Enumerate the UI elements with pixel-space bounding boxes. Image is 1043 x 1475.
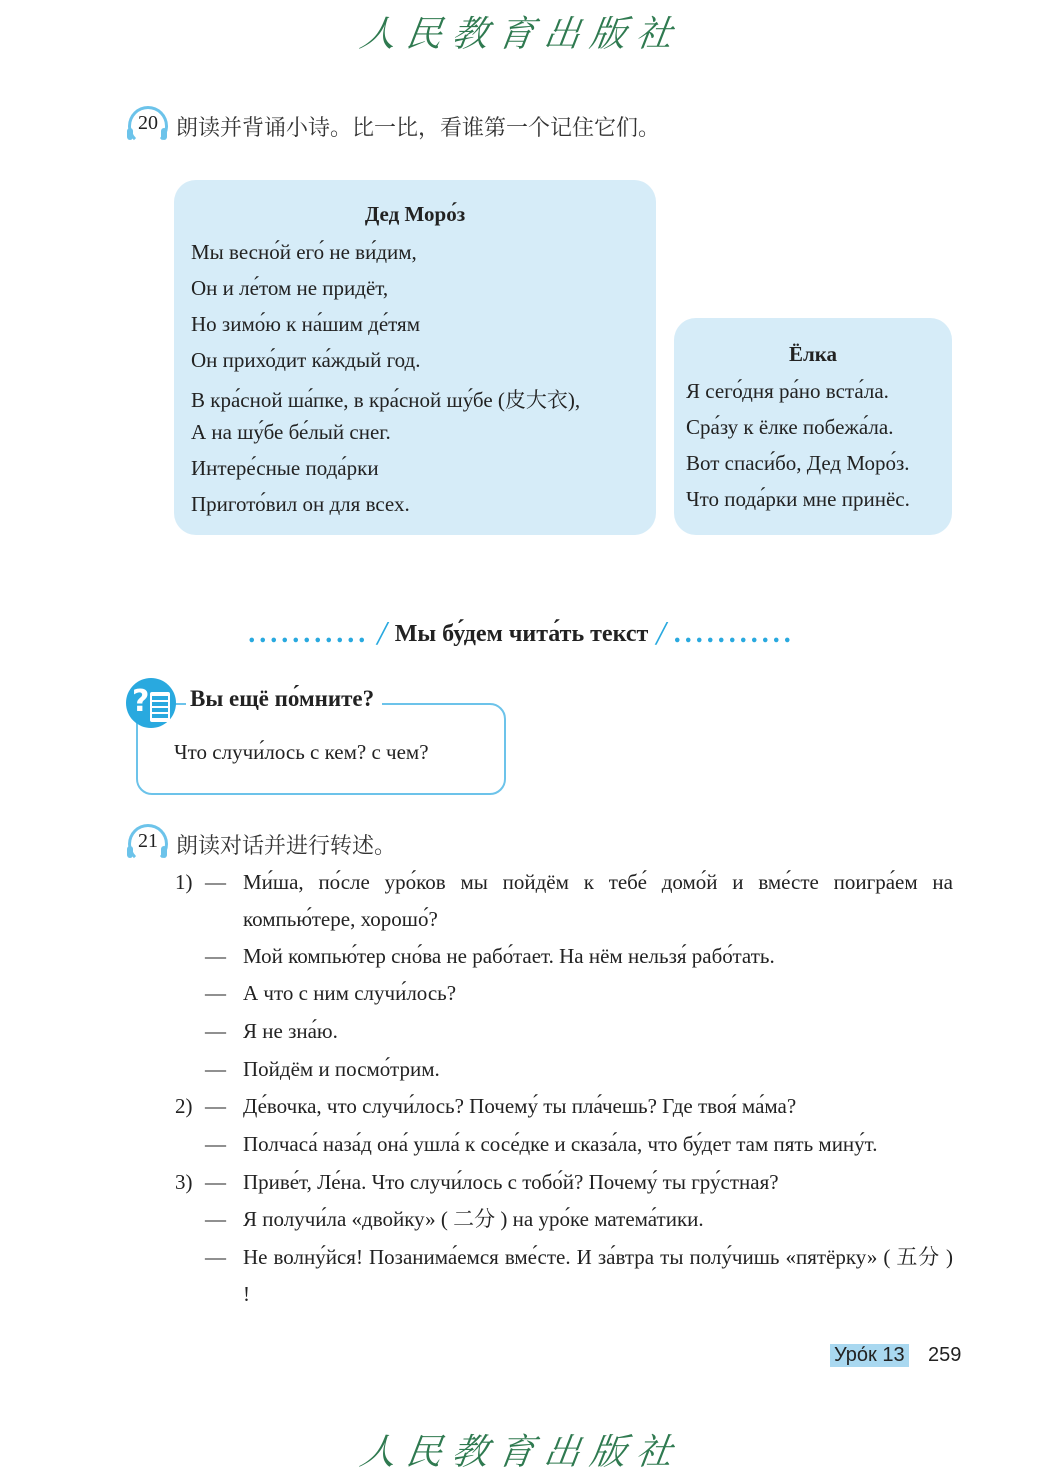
- poem-line: Но зимо́ю к на́шим де́тям: [191, 312, 420, 336]
- headphones-icon: [128, 824, 168, 864]
- poem-line: Что пода́рки мне принёс.: [686, 487, 910, 511]
- lesson-label: Уро́к 13: [830, 1344, 909, 1367]
- dialogue-line: Пойдём и посмо́трим.: [243, 1057, 440, 1081]
- poem-line: Интере́сные пода́рки: [191, 456, 379, 480]
- list-item: [0, 1239, 1043, 1313]
- dialogue-dash: —: [205, 1094, 226, 1118]
- exercise-number: 20: [138, 112, 158, 134]
- section-title: Мы бу́дем чита́ть текст: [394, 620, 649, 647]
- poem-line: Он и ле́том не придёт,: [191, 276, 389, 300]
- poem-line: Он прихо́дит ка́ждый год.: [191, 348, 421, 372]
- dialogue-number: 1): [175, 870, 193, 894]
- dialogue-dash: —: [205, 1245, 226, 1269]
- exercise-instruction: 朗读对话并进行转述。: [176, 832, 397, 858]
- poem-line: Пригото́вил он для всех.: [191, 492, 410, 516]
- poem-line: В кра́сной ша́пке, в кра́сной шу́бе (皮大衣),: [191, 388, 581, 412]
- poem-card-yolka: [674, 318, 952, 535]
- list-item: [0, 938, 1043, 975]
- poem-line: А на шу́бе бе́лый снег.: [191, 420, 391, 444]
- list-item: [0, 864, 1043, 938]
- list-item: [0, 1013, 1043, 1050]
- publisher-logo-bottom: 人民教育出版社: [357, 1432, 685, 1473]
- section-header: [0, 612, 1043, 656]
- dialogue-dash: —: [205, 1207, 226, 1231]
- poem-line: Я сего́дня ра́но вста́ла.: [686, 379, 889, 403]
- question-icon: ?: [126, 678, 176, 728]
- headphones-icon: [128, 106, 168, 146]
- exercise-20-header: [128, 106, 660, 146]
- dialogue-dash: —: [205, 1057, 226, 1081]
- dialogue-line: Ми́ша, по́сле уро́ков мы пойдём к тебе́ домо́й и вме́сте поигра́ем на компью́тере, хорошо́?: [243, 870, 953, 931]
- dialogue-line: А что с ним случи́лось?: [243, 981, 457, 1005]
- dialogue-dash: —: [205, 981, 226, 1005]
- poem-line: Сра́зу к ёлке побежа́ла.: [686, 415, 894, 439]
- poem-title: Дед Моро́з: [364, 202, 466, 226]
- dialogue-line: Не волну́йся! Позанима́емся вме́сте. И за́втра ты полу́чишь «пятёрку» ( 五分 ) !: [243, 1245, 953, 1306]
- list-item: [0, 1164, 1043, 1201]
- dialogue-line: Де́вочка, что случи́лось? Почему́ ты пла́чешь? Где твоя́ ма́ма?: [243, 1094, 797, 1118]
- dialogue-line: Мой компью́тер сно́ва не рабо́тает. На нём нельзя́ рабо́тать.: [243, 944, 775, 968]
- exercise-21-header: [128, 824, 396, 864]
- decorative-dots-right: ...........: [673, 618, 795, 649]
- dialogue-dash: —: [205, 944, 226, 968]
- dialogue-number: 2): [175, 1094, 193, 1118]
- list-item: [0, 1201, 1043, 1238]
- remember-text: Что случи́лось с кем? с чем?: [174, 740, 429, 764]
- dialogue-dash: —: [205, 1132, 226, 1156]
- decorative-dots-left: ...........: [248, 618, 370, 649]
- list-item: [0, 1051, 1043, 1088]
- dialogue-line: Приве́т, Ле́на. Что случи́лось с тобо́й? Почему́ ты гру́стная?: [243, 1170, 779, 1194]
- poem-title: Ёлка: [788, 342, 838, 366]
- dialogue-dash: —: [205, 1170, 226, 1194]
- dialogue-number: 3): [175, 1170, 193, 1194]
- list-item: [0, 1088, 1043, 1125]
- dialogue-line: Полчаса́ наза́д она́ ушла́ к сосе́дке и сказа́ла, что бу́дет там пять мину́т.: [243, 1132, 878, 1156]
- remember-title: Вы ещё по́мните?: [186, 686, 382, 712]
- poem-line: Мы весно́й его́ не ви́дим,: [191, 240, 417, 264]
- list-item: [0, 975, 1043, 1012]
- slash-icon: /: [377, 615, 387, 652]
- page-number: 259: [928, 1344, 962, 1366]
- dialogue-line: Я не зна́ю.: [243, 1019, 338, 1043]
- poem-card-ded-moroz: [174, 180, 656, 535]
- dialogue-dash: —: [205, 870, 226, 894]
- publisher-logo-top: 人民教育出版社: [357, 14, 685, 55]
- dialogue-line: Я получи́ла «двойку» ( 二分 ) на уро́ке матема́тики.: [243, 1207, 704, 1231]
- list-item: [0, 1126, 1043, 1163]
- slash-icon: /: [656, 615, 666, 652]
- poem-line: Вот спаси́бо, Дед Моро́з.: [686, 451, 910, 475]
- dialogue-dash: —: [205, 1019, 226, 1043]
- exercise-number: 21: [138, 830, 158, 852]
- exercise-instruction: 朗读并背诵小诗。比一比，看谁第一个记住它们。: [176, 114, 661, 140]
